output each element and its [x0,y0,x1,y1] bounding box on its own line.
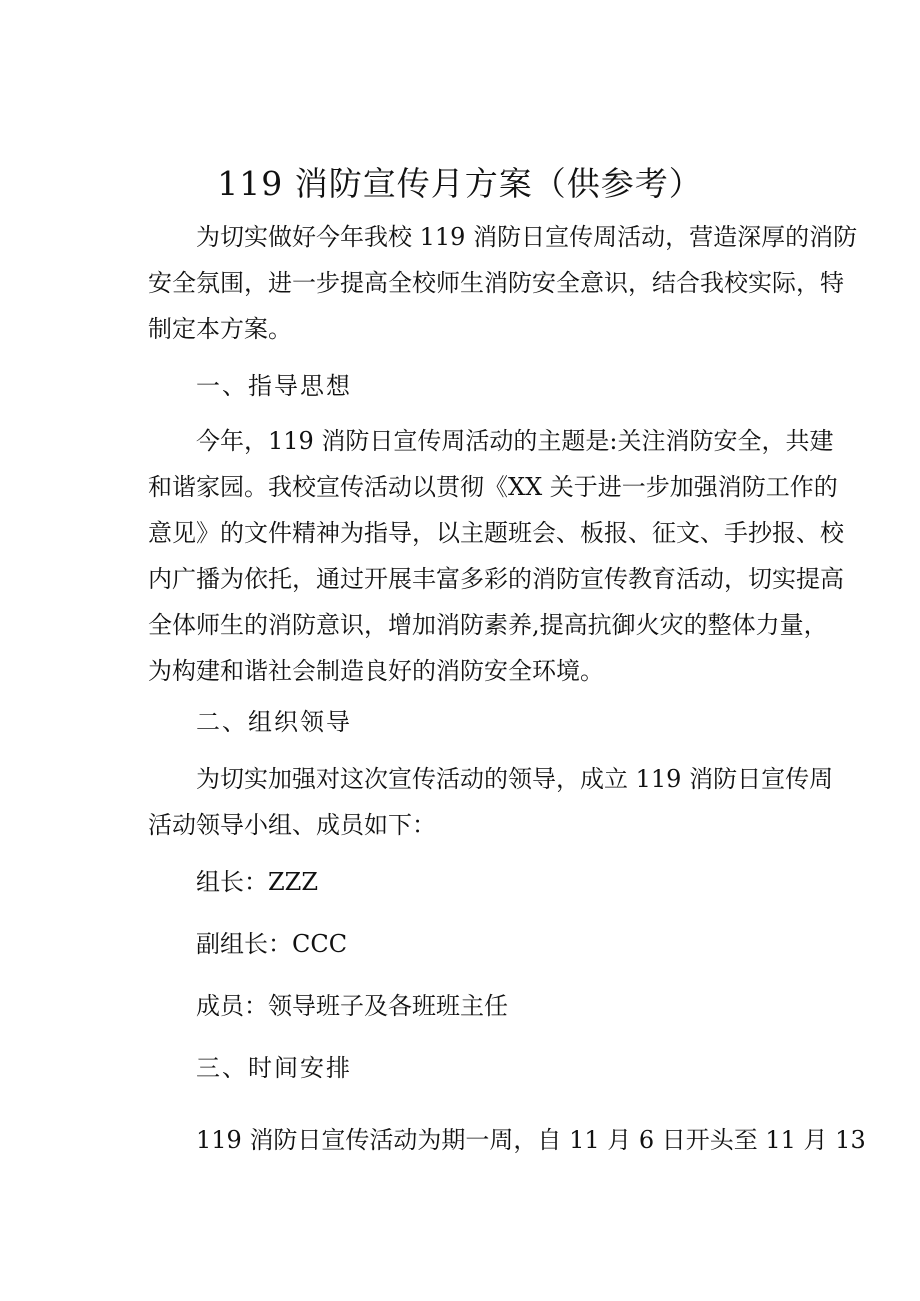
leader-line: 组长：ZZZ [196,868,319,896]
section2-paragraph [148,756,834,848]
section1-line: 今年，119 消防日宣传周活动的主题是:关注消防安全，共建 [196,427,834,455]
section1-line: 全体师生的消防意识，增加消防素养,提高抗御火灾的整体力量， [148,611,828,639]
section2-line: 为切实加强对这次宣传活动的领导，成立 119 消防日宣传周 [196,765,834,793]
section1-line: 意见》的文件精神为指导，以主题班会、板报、征文、手抄报、校 [148,519,844,547]
section-heading-organization: 二、组织领导 [196,708,352,736]
section2-line: 活动领导小组、成员如下： [148,811,436,839]
members-line: 成员：领导班子及各班班主任 [196,992,508,1020]
intro-line: 制定本方案。 [148,315,292,343]
intro-line: 安全氛围，进一步提高全校师生消防安全意识，结合我校实际，特 [148,269,844,297]
section1-paragraph [148,418,844,694]
deputy-leader-line: 副组长：CCC [196,930,348,958]
document-title: 119 消防宣传月方案（供参考） [217,164,703,203]
section1-line: 和谐家园。我校宣传活动以贯彻《XX 关于进一步加强消防工作的 [148,473,838,501]
section-heading-schedule: 三、时间安排 [196,1054,352,1082]
intro-line: 为切实做好今年我校 119 消防日宣传周活动，营造深厚的消防 [196,223,858,251]
section-heading-guiding-ideology: 一、指导思想 [196,372,352,400]
schedule-line: 119 消防日宣传活动为期一周，自 11 月 6 日开头至 11 月 13 [196,1126,866,1154]
section1-line: 内广播为依托，通过开展丰富多彩的消防宣传教育活动，切实提高 [148,565,844,593]
intro-paragraph [148,214,858,352]
section1-line: 为构建和谐社会制造良好的消防安全环境。 [148,657,604,685]
